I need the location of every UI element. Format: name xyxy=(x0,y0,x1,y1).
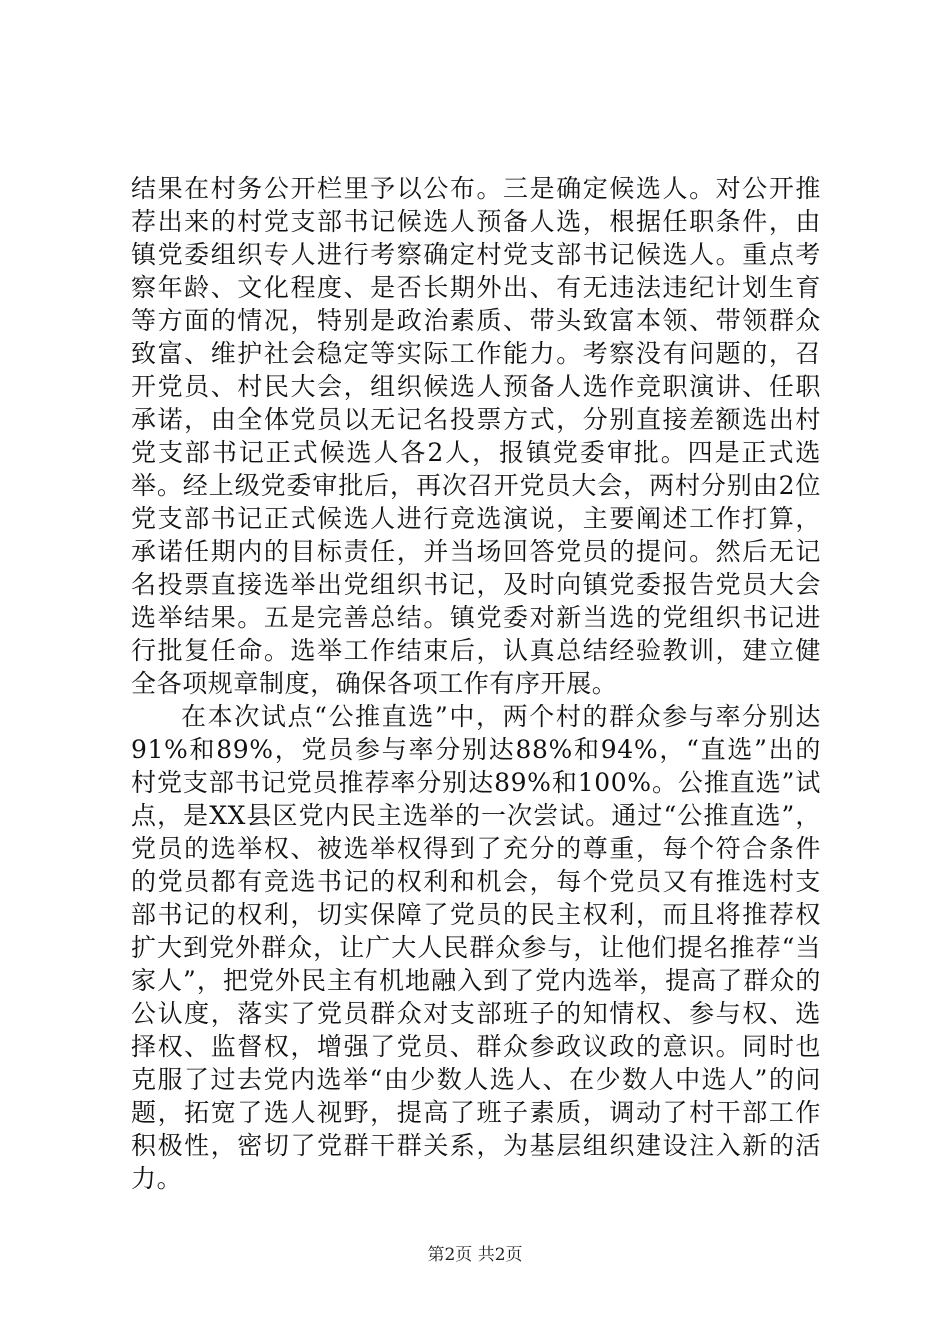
paragraph-results: 在本次试点“公推直选”中，两个村的群众参与率分别达91%和89%，党员参与率分别达88%和94%，“直选”出的村党支部书记党员推荐率分别达89%和100%。公推直选”试点，是XX县区党内民主选举的一次尝试。通过“公推直选”，党员的选举权、被选举权得到了充分的尊重，每个符合条件的党员都有竞选书记的权利和机会，每个党员又有推选村支部书记的权利，切实保障了党员的民主权利，而且将推荐权扩大到党外群众，让广大人民群众参与，让他们提名推荐“当家人”，把党外民主有机地融入到了党内选举，提高了群众的公认度，落实了党员群众对支部班子的知情权、参与权、选择权、监督权，增强了党员、群众参政议政的意识。同时也克服了过去党内选举“由少数人选人、在少数人中选人”的问题，拓宽了选人视野，提高了班子素质，调动了村干部工作积极性，密切了党群干群关系，为基层组织建设注入新的活力。 xyxy=(131,702,821,1193)
paragraph-continuation: 结果在村务公开栏里予以公布。三是确定候选人。对公开推荐出来的村党支部书记候选人预备人选，根据任职条件，由镇党委组织专人进行考察确定村党支部书记候选人。重点考察年龄、文化程度、是否长期外出、有无违法违纪计划生育等方面的情况，特别是政治素质、带头致富本领、带领群众致富、维护社会稳定等实际工作能力。考察没有问题的，召开党员、村民大会，组织候选人预备人选作竞职演讲、任职承诺，由全体党员以无记名投票方式，分别直接差额选出村党支部书记正式候选人各2人，报镇党委审批。四是正式选举。经上级党委审批后，再次召开党员大会，两村分别由2位党支部书记正式候选人进行竞选演说，主要阐述工作打算，承诺任期内的目标责任，并当场回答党员的提问。然后无记名投票直接选举出党组织书记，及时向镇党委报告党员大会选举结果。五是完善总结。镇党委对新当选的党组织书记进行批复任命。选举工作结束后，认真总结经验教训，建立健全各项规章制度，确保各项工作有序开展。 xyxy=(131,174,821,698)
document-body xyxy=(131,172,821,1195)
page-footer: 第2页 共2页 xyxy=(427,1245,523,1265)
